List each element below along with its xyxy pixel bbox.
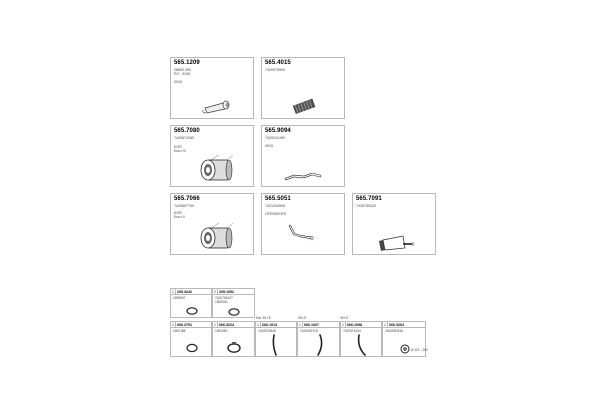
fitting-number: 7420574848 bbox=[258, 329, 276, 333]
diameter-label: Ø 113 - 250 bbox=[411, 348, 428, 352]
fitting-number: 7420509725 bbox=[300, 329, 318, 333]
fitting-cell-205-3242[interactable] bbox=[170, 288, 212, 318]
fitting-cell-666-1098[interactable] bbox=[340, 321, 382, 357]
fitting-header bbox=[171, 322, 211, 328]
clamp-ring-icon bbox=[185, 306, 199, 316]
fitting-number-alt: 1500040 bbox=[215, 300, 228, 304]
fitting-qty: 1 bbox=[257, 322, 259, 327]
part-card-565-7091[interactable] bbox=[352, 193, 436, 255]
part-card-565-1209[interactable] bbox=[170, 57, 254, 119]
fitting-header bbox=[213, 289, 254, 295]
fitting-cell-666-1013[interactable] bbox=[255, 321, 297, 357]
fitting-code: 666.3264 bbox=[389, 322, 404, 327]
model-tag: 35 LE bbox=[340, 316, 349, 320]
fitting-header bbox=[256, 322, 296, 328]
fitting-header bbox=[341, 322, 381, 328]
fitting-number: 1500188 bbox=[173, 329, 186, 333]
part-note: GFENSISITE bbox=[265, 212, 287, 216]
part-note: KOR bbox=[174, 211, 182, 215]
part-code: 565.1209 bbox=[174, 60, 200, 66]
fitting-qty: 1 bbox=[172, 289, 174, 294]
bent-pipe-icon bbox=[284, 170, 324, 184]
fitting-code: 666.1098 bbox=[347, 322, 362, 327]
part-code: 565.9094 bbox=[265, 128, 291, 134]
muffler-drum-icon bbox=[197, 152, 243, 186]
fitting-number: 1500450 bbox=[215, 329, 228, 333]
rubber-hanger-icon bbox=[355, 333, 369, 357]
part-spec: Euro V bbox=[174, 215, 185, 219]
fitting-code: 205.3242 bbox=[177, 289, 192, 294]
fitting-header bbox=[213, 322, 254, 328]
part-code: 565.7080 bbox=[174, 128, 200, 134]
part-number: 7421254905 bbox=[265, 204, 285, 208]
fitting-cell-666-3791[interactable] bbox=[170, 321, 212, 357]
fitting-code: 666.3224 bbox=[219, 322, 234, 327]
fitting-code: 666.1013 bbox=[262, 322, 277, 327]
part-code: 565.4015 bbox=[265, 60, 291, 66]
rear-silencer-icon bbox=[377, 232, 417, 254]
part-card-565-7066[interactable] bbox=[170, 193, 254, 255]
fitting-qty: 1 bbox=[342, 322, 344, 327]
part-number: 28693.300 bbox=[174, 68, 191, 72]
part-note: 0915 bbox=[265, 144, 273, 148]
part-note: 0915 bbox=[174, 80, 182, 84]
part-spec: Euro IV bbox=[174, 149, 186, 153]
clamp-ring-icon bbox=[227, 307, 241, 317]
clamp-ring-icon bbox=[185, 342, 199, 354]
rubber-hanger-icon bbox=[270, 333, 284, 357]
pipe-connector-icon bbox=[399, 343, 411, 355]
fitting-code: 666.1007 bbox=[304, 322, 319, 327]
model-tag: 35 LE bbox=[298, 316, 307, 320]
part-card-565-5051[interactable] bbox=[261, 193, 345, 255]
fitting-number: 1590847 bbox=[173, 296, 186, 300]
fitting-qty: 1 bbox=[384, 322, 386, 327]
fitting-code: 205.1052 bbox=[219, 289, 234, 294]
rubber-hanger-icon bbox=[312, 333, 326, 357]
fitting-qty: 2 bbox=[214, 289, 216, 294]
part-number: 7420697730 bbox=[174, 204, 194, 208]
part-number: 7420674280 bbox=[174, 136, 194, 140]
part-number: 7420011490 bbox=[265, 136, 285, 140]
part-card-565-4015[interactable] bbox=[261, 57, 345, 119]
fitting-code: 666.3791 bbox=[177, 322, 192, 327]
fitting-header bbox=[383, 322, 425, 328]
exhaust-tip-pipe-icon bbox=[201, 94, 241, 116]
fitting-header bbox=[171, 289, 211, 295]
part-code: 565.5051 bbox=[265, 196, 291, 202]
fitting-header bbox=[298, 322, 339, 328]
fitting-qty: 1 bbox=[172, 322, 174, 327]
band-clamp-icon bbox=[225, 341, 243, 355]
fitting-number: 7420794427 bbox=[215, 296, 233, 300]
fitting-number: 7420574434 bbox=[343, 329, 361, 333]
downpipe-icon bbox=[286, 222, 318, 248]
part-note: KOR bbox=[174, 145, 182, 149]
part-card-565-7080[interactable] bbox=[170, 125, 254, 187]
flex-pipe-icon bbox=[290, 96, 320, 116]
model-tag: Kat. 35 LE bbox=[256, 316, 271, 320]
fitting-cell-666-3264[interactable] bbox=[382, 321, 426, 357]
fitting-qty: 1 bbox=[299, 322, 301, 327]
fitting-cell-205-1052[interactable] bbox=[212, 288, 255, 318]
part-number: 7420979909 bbox=[265, 68, 285, 72]
part-number: 7426755320 bbox=[356, 204, 376, 208]
part-code: 565.7091 bbox=[356, 196, 382, 202]
fitting-cell-666-3224[interactable] bbox=[212, 321, 255, 357]
muffler-drum-icon bbox=[197, 220, 243, 254]
fitting-qty: 1 bbox=[214, 322, 216, 327]
part-card-565-9094[interactable] bbox=[261, 125, 345, 187]
fitting-cell-666-1007[interactable] bbox=[297, 321, 340, 357]
part-code: 565.7066 bbox=[174, 196, 200, 202]
part-ref: PO - 8190 bbox=[174, 72, 191, 76]
fitting-number: 2400590338 bbox=[385, 329, 403, 333]
